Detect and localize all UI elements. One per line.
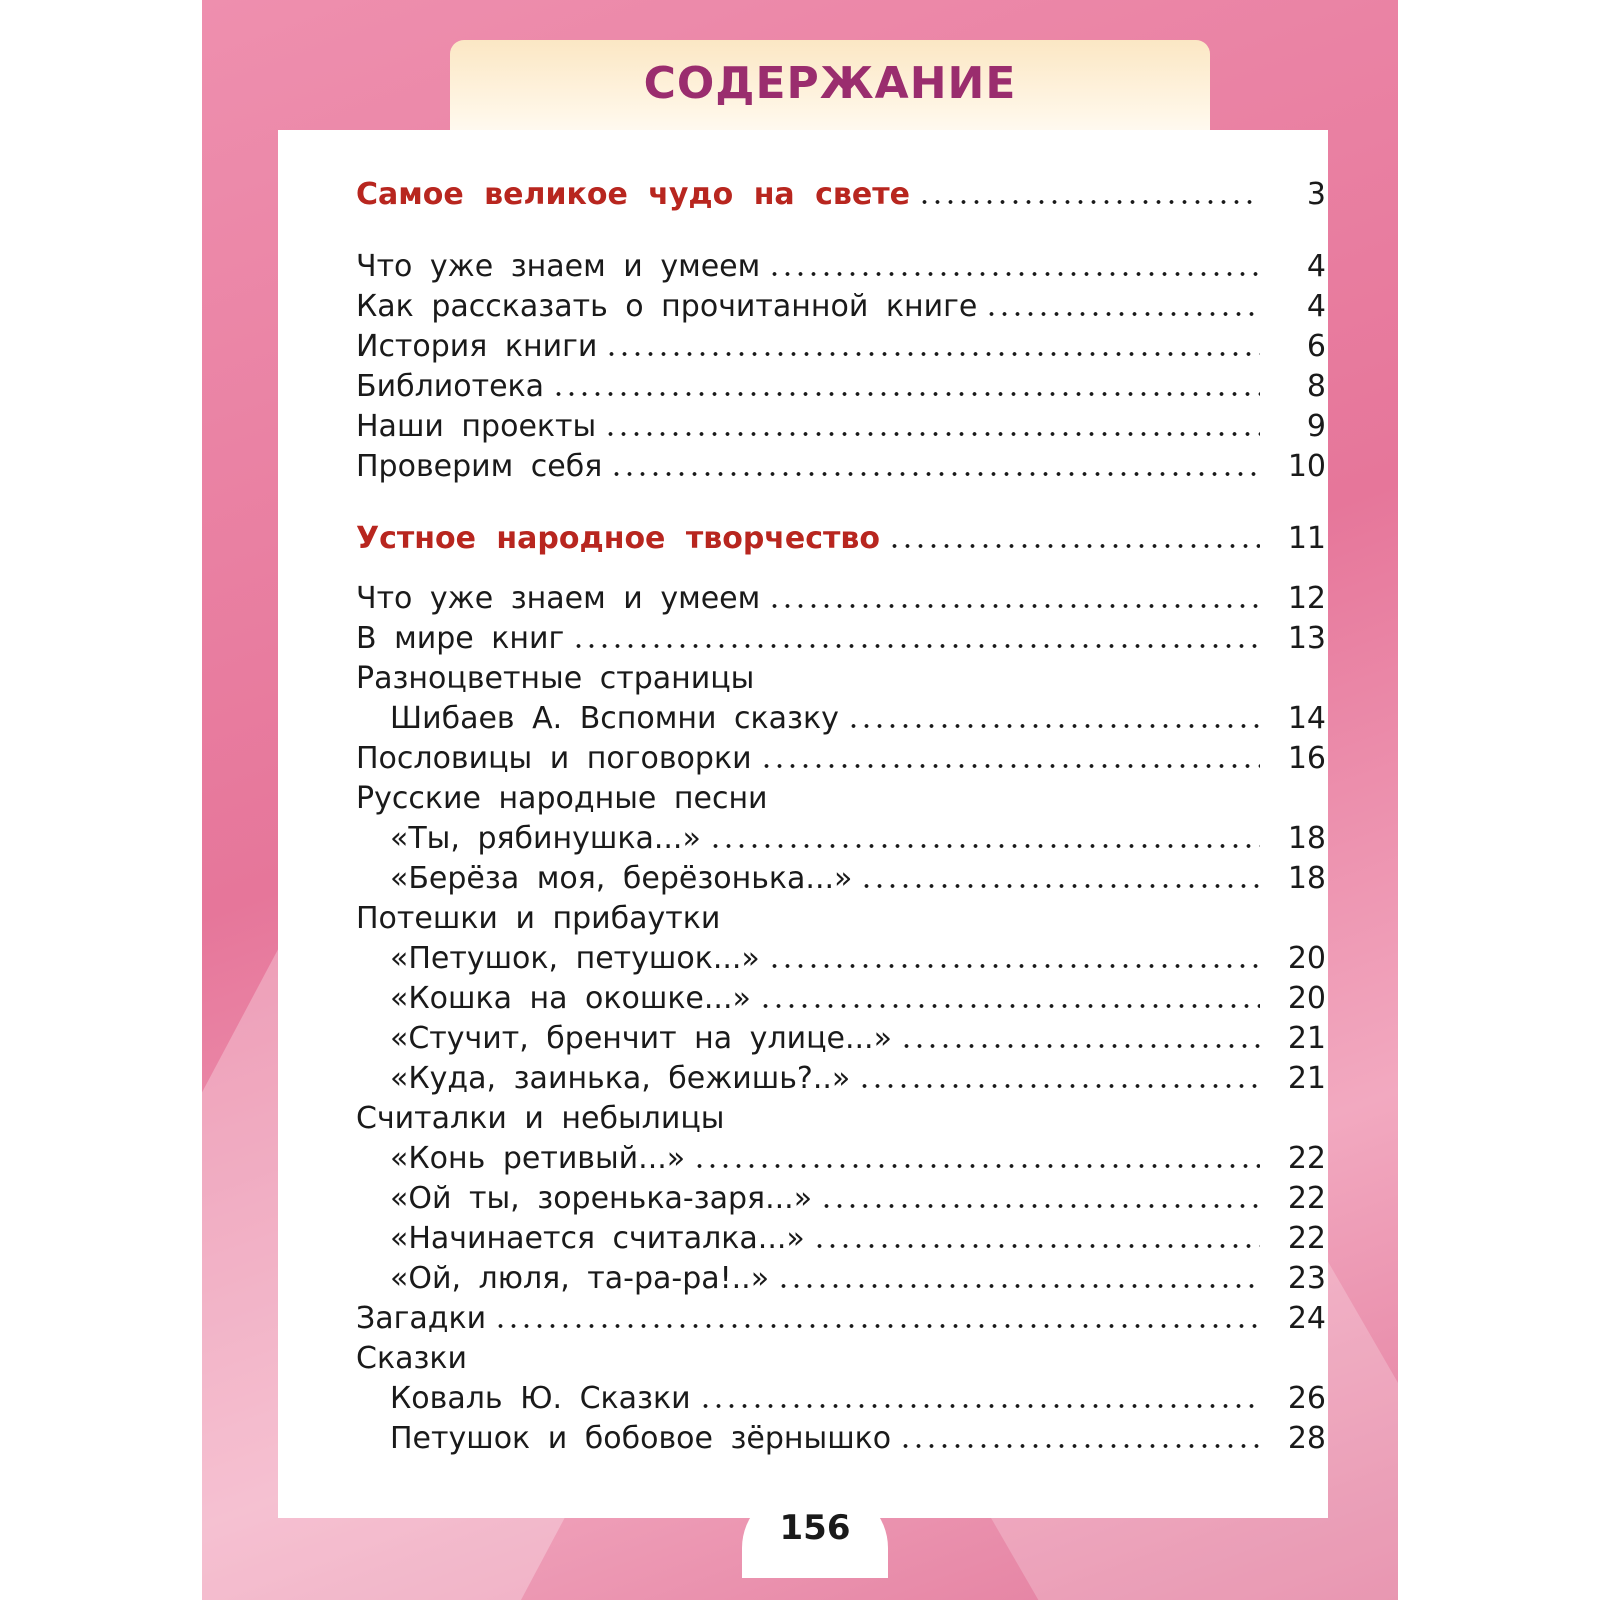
- toc-page-number: 22: [1287, 1181, 1326, 1216]
- toc-page-number: 20: [1287, 981, 1326, 1016]
- toc-entry-title: Библиотека: [356, 369, 545, 404]
- toc-leader-dots: [858, 1083, 1260, 1089]
- toc-entry-title: Проверим себя: [356, 449, 603, 484]
- toc-page-number: 21: [1287, 1061, 1326, 1096]
- toc-leader-dots: [847, 723, 1260, 729]
- toc-entry-title: «Ты, рябинушка...»: [390, 821, 701, 856]
- toc-leader-dots: [900, 1043, 1260, 1049]
- toc-entry-title: «Кошка на окошке...»: [390, 981, 751, 1016]
- toc-page-number: 4: [1306, 249, 1326, 284]
- toc-page-number: 18: [1287, 821, 1326, 856]
- toc-entry[interactable]: [390, 1376, 1326, 1416]
- toc-entry-title: Разноцветные страницы: [356, 661, 755, 696]
- toc-entry[interactable]: [390, 1056, 1326, 1096]
- toc-entry[interactable]: [356, 364, 1326, 404]
- toc-entry-title: «Ой, люля, та-ра-ра!..»: [390, 1261, 770, 1296]
- toc-page-number: 14: [1287, 701, 1326, 736]
- toc-page-number: 26: [1287, 1381, 1326, 1416]
- toc-entry-title: Петушок и бобовое зёрнышко: [390, 1421, 892, 1456]
- toc-page-number: 10: [1287, 449, 1326, 484]
- toc-entry[interactable]: [390, 696, 1326, 736]
- toc-leader-dots: [494, 1323, 1260, 1329]
- toc-entry[interactable]: [390, 1256, 1326, 1296]
- toc-group-heading: [356, 656, 1326, 696]
- toc-page-number: 11: [1287, 521, 1326, 556]
- toc-leader-dots: [985, 311, 1260, 317]
- toc-page-number: 23: [1287, 1261, 1326, 1296]
- toc-entry[interactable]: [356, 736, 1326, 776]
- toc-entry-title: Русские народные песни: [356, 781, 768, 816]
- toc-section-title: Устное народное творчество: [356, 521, 881, 556]
- toc-leader-dots: [813, 1243, 1260, 1249]
- toc-page-number: 28: [1287, 1421, 1326, 1456]
- toc-leader-dots: [572, 643, 1260, 649]
- toc-group-heading: [356, 896, 1326, 936]
- toc-entry[interactable]: [356, 324, 1326, 364]
- toc-entry[interactable]: [390, 976, 1326, 1016]
- toc-entry-title: Пословицы и поговорки: [356, 741, 752, 776]
- toc-page-number: 6: [1306, 329, 1326, 364]
- toc-entry-title: История книги: [356, 329, 598, 364]
- toc-entry-title: Коваль Ю. Сказки: [390, 1381, 691, 1416]
- toc-leader-dots: [888, 543, 1260, 549]
- toc-entry[interactable]: [356, 244, 1326, 284]
- toc-entry-title: Как рассказать о прочитанной книге: [356, 289, 978, 324]
- toc-entry[interactable]: [390, 1416, 1326, 1456]
- toc-page-number: 3: [1306, 177, 1326, 212]
- toc-entry[interactable]: [390, 1176, 1326, 1216]
- toc-page-number: 22: [1287, 1141, 1326, 1176]
- toc-entry-title: Считалки и небылицы: [356, 1101, 725, 1136]
- toc-entry[interactable]: [390, 816, 1326, 856]
- toc-group-heading: [356, 1336, 1326, 1376]
- toc-entry-title: Шибаев А. Вспомни сказку: [390, 701, 839, 736]
- toc-entry-title: «Конь ретивый...»: [390, 1141, 686, 1176]
- toc-leader-dots: [760, 763, 1260, 769]
- toc-leader-dots: [899, 1443, 1260, 1449]
- toc-page-number: 22: [1287, 1221, 1326, 1256]
- toc-leader-dots: [768, 271, 1260, 277]
- toc-entry-title: Загадки: [356, 1301, 487, 1336]
- toc-page-number: 24: [1287, 1301, 1326, 1336]
- toc-entry-title: Наши проекты: [356, 409, 597, 444]
- toc-entry[interactable]: [390, 1136, 1326, 1176]
- toc-leader-dots: [777, 1283, 1260, 1289]
- toc-entry[interactable]: [356, 284, 1326, 324]
- toc-entry[interactable]: [390, 856, 1326, 896]
- toc-group-heading: [356, 1096, 1326, 1136]
- toc-page-number: 21: [1287, 1021, 1326, 1056]
- toc-page-number: 12: [1287, 581, 1326, 616]
- toc-leader-dots: [552, 391, 1260, 397]
- toc-leader-dots: [699, 1403, 1260, 1409]
- toc-page-number: 13: [1287, 621, 1326, 656]
- toc-leader-dots: [820, 1203, 1260, 1209]
- toc-section[interactable]: [356, 172, 1326, 212]
- toc-page-number: 20: [1287, 941, 1326, 976]
- toc-entry[interactable]: [390, 936, 1326, 976]
- toc-entry-title: Что уже знаем и умеем: [356, 581, 761, 616]
- toc-section[interactable]: [356, 516, 1326, 556]
- toc-page-number: 18: [1287, 861, 1326, 896]
- toc-leader-dots: [610, 471, 1260, 477]
- toc-entry-title: «Петушок, петушок...»: [390, 941, 760, 976]
- page-number: 156: [779, 1508, 851, 1548]
- toc-entry[interactable]: [356, 576, 1326, 616]
- toc-leader-dots: [693, 1163, 1260, 1169]
- toc-entry-title: «Стучит, бренчит на улице...»: [390, 1021, 892, 1056]
- toc-entry-title: «Куда, заинька, бежишь?..»: [390, 1061, 851, 1096]
- toc-entry-title: Что уже знаем и умеем: [356, 249, 761, 284]
- toc-leader-dots: [918, 199, 1260, 205]
- toc-page-number: 8: [1306, 369, 1326, 404]
- toc-leader-dots: [768, 603, 1260, 609]
- toc-leader-dots: [860, 883, 1260, 889]
- toc-page-number: 16: [1287, 741, 1326, 776]
- page-title: СОДЕРЖАНИЕ: [643, 58, 1017, 109]
- toc-entry-title: «Начинается считалка...»: [390, 1221, 805, 1256]
- toc-leader-dots: [759, 1003, 1260, 1009]
- toc-entry-title: В мире книг: [356, 621, 565, 656]
- toc-leader-dots: [709, 843, 1260, 849]
- toc-entry[interactable]: [390, 1016, 1326, 1056]
- toc-entry-title: Сказки: [356, 1341, 468, 1376]
- toc-leader-dots: [605, 351, 1260, 357]
- toc-entry[interactable]: [356, 444, 1326, 484]
- toc-entry-title: «Ой ты, зоренька-заря...»: [390, 1181, 813, 1216]
- toc-section-title: Самое великое чудо на свете: [356, 177, 910, 212]
- toc-entry[interactable]: [356, 1296, 1326, 1336]
- toc-entry[interactable]: [390, 1216, 1326, 1256]
- toc-page-number: 4: [1306, 289, 1326, 324]
- toc-page-number: 9: [1306, 409, 1326, 444]
- toc-entry[interactable]: [356, 616, 1326, 656]
- toc-entry[interactable]: [356, 404, 1326, 444]
- toc-entry-title: «Берёза моя, берёзонька...»: [390, 861, 853, 896]
- toc-leader-dots: [768, 963, 1260, 969]
- toc-group-heading: [356, 776, 1326, 816]
- toc-leader-dots: [604, 431, 1260, 437]
- toc-entry-title: Потешки и прибаутки: [356, 901, 721, 936]
